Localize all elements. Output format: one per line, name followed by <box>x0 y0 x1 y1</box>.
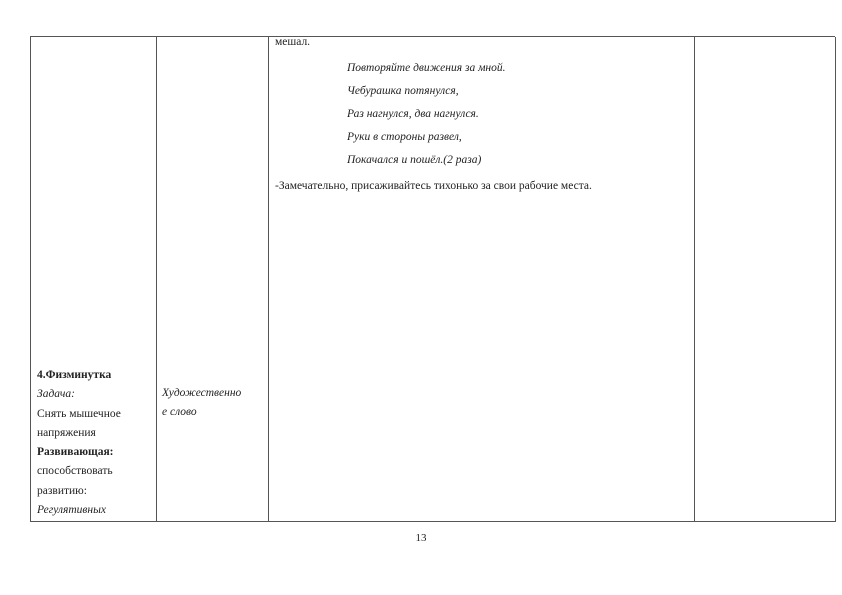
method-cell <box>162 384 266 422</box>
content-column <box>269 37 695 522</box>
poem-line: Покачался и пошёл.(2 раза) <box>347 154 482 166</box>
developing-line: способствовать <box>37 465 113 478</box>
method-column <box>157 37 269 522</box>
poem-line: Руки в стороны развел, <box>347 131 462 143</box>
closing-text: -Замечательно, присаживайтесь тихонько за свои рабочие места. <box>275 180 592 192</box>
task-label: Задача: <box>37 388 75 401</box>
intro-text: мешал. <box>275 36 311 48</box>
developing-line: развитию: <box>37 484 87 497</box>
method-line: Художественно <box>162 387 242 399</box>
task-line: напряжения <box>37 426 96 439</box>
poem-line: Раз нагнулся, два нагнулся. <box>347 108 479 120</box>
stage-title: 4.Физминутка <box>37 369 112 381</box>
notes-column <box>695 37 836 522</box>
poem-line: Чебурашка потянулся, <box>347 85 459 97</box>
stage-cell <box>37 366 155 520</box>
poem-line: Повторяйте движения за мной. <box>347 62 506 74</box>
task-line: Снять мышечное <box>37 407 121 420</box>
method-line: е слово <box>162 406 197 418</box>
stage-column <box>31 37 157 522</box>
developing-label: Развивающая: <box>37 446 114 459</box>
table-bottom-border <box>31 521 835 522</box>
lesson-plan-table <box>30 36 835 522</box>
regulative-text: Регулятивных <box>37 504 106 517</box>
page-number: 13 <box>415 532 427 544</box>
